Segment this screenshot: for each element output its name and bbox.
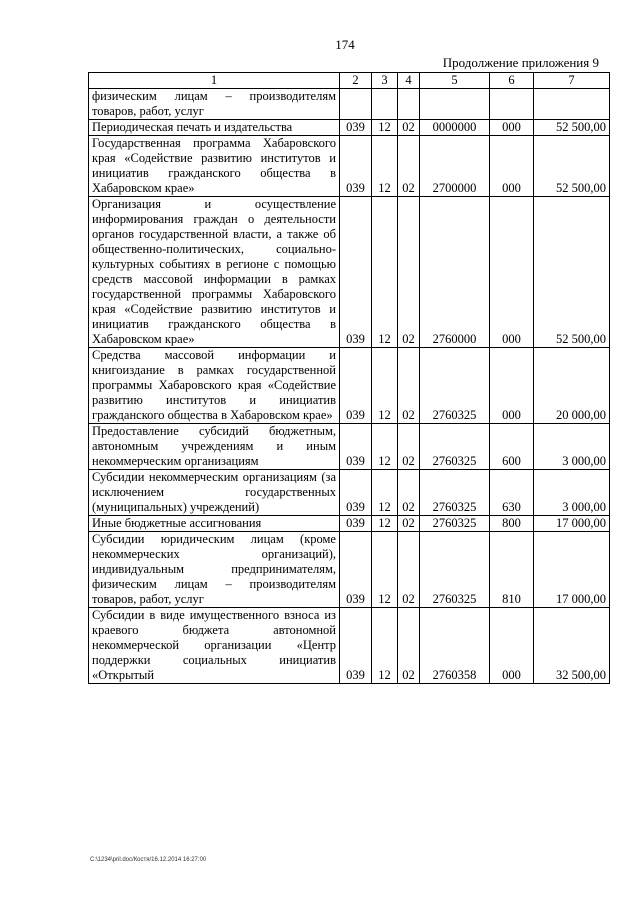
row-amount-cell: 52 500,00 [534,136,610,197]
table-row [89,470,610,516]
row-name-cell: Субсидии юридическим лицам (кроме некоммерческих организаций), индивидуальным предпринимателям, физическим лицам – производителям товаров, работ, услуг [89,532,340,608]
row-code-cell: 12 [372,608,398,684]
table-row [89,608,610,684]
row-code-cell: 12 [372,470,398,516]
row-code-cell: 12 [372,197,398,348]
row-name-cell: физическим лицам – производителям товаров, работ, услуг [89,89,340,120]
row-code-cell: 02 [398,470,420,516]
row-name-cell: Предоставление субсидий бюджетным, автономным учреждениям и иным некоммерческим организациям [89,424,340,470]
row-code-cell [420,89,490,120]
row-code-cell: 02 [398,348,420,424]
row-code-cell: 02 [398,197,420,348]
row-amount-cell: 3 000,00 [534,470,610,516]
row-code-cell: 039 [340,120,372,136]
row-code-cell: 000 [490,136,534,197]
table-row [89,197,610,348]
row-code-cell: 12 [372,532,398,608]
row-code-cell: 000 [490,608,534,684]
row-code-cell: 800 [490,516,534,532]
column-header: 7 [534,73,610,89]
row-code-cell: 12 [372,136,398,197]
row-code-cell: 02 [398,516,420,532]
row-code-cell: 2760000 [420,197,490,348]
row-code-cell [490,89,534,120]
row-code-cell: 039 [340,608,372,684]
row-amount-cell: 3 000,00 [534,424,610,470]
row-amount-cell: 52 500,00 [534,120,610,136]
continuation-note: Продолжение приложения 9 [442,55,599,70]
table-row [89,89,610,120]
row-code-cell [340,89,372,120]
table-row [89,532,610,608]
budget-table [88,72,610,684]
table-row [89,348,610,424]
row-code-cell: 02 [398,424,420,470]
table-row [89,120,610,136]
page-number: 174 [335,37,355,52]
row-code-cell: 039 [340,532,372,608]
row-code-cell: 02 [398,608,420,684]
row-code-cell: 810 [490,532,534,608]
column-header: 4 [398,73,420,89]
column-header: 5 [420,73,490,89]
column-header: 6 [490,73,534,89]
row-name-cell: Средства массовой информации и книгоиздание в рамках государственной программы Хабаровского края «Содействие развитию институтов и инициатив гражданского общества в Хабаровском крае» [89,348,340,424]
row-code-cell: 039 [340,516,372,532]
row-code-cell: 2760325 [420,424,490,470]
row-code-cell: 2700000 [420,136,490,197]
row-code-cell: 2760325 [420,532,490,608]
row-code-cell: 000 [490,120,534,136]
row-amount-cell: 52 500,00 [534,197,610,348]
row-code-cell: 000 [490,197,534,348]
row-name-cell: Организация и осуществление информирования граждан о деятельности органов государственной власти, а также об общественно-политических, социально-культурных событиях в регионе с помощью средств массовой информации в рамках государственной программы Хабаровского края «Содействие развитию институтов и инициатив гражданского общества в Хабаровском крае» [89,197,340,348]
row-code-cell: 039 [340,136,372,197]
row-code-cell: 12 [372,348,398,424]
row-code-cell: 630 [490,470,534,516]
row-code-cell: 2760325 [420,348,490,424]
row-code-cell: 039 [340,424,372,470]
row-code-cell: 039 [340,197,372,348]
row-code-cell: 2760325 [420,470,490,516]
row-code-cell: 2760358 [420,608,490,684]
table-header-row [89,73,610,89]
row-amount-cell: 32 500,00 [534,608,610,684]
row-code-cell: 12 [372,516,398,532]
row-name-cell: Субсидии в виде имущественного взноса из краевого бюджета автономной некоммерческой организации «Центр поддержки социальных инициатив «Открытый [89,608,340,684]
column-header: 1 [89,73,340,89]
row-name-cell: Государственная программа Хабаровского края «Содействие развитию институтов и инициатив гражданского общества в Хабаровском крае» [89,136,340,197]
row-amount-cell: 17 000,00 [534,532,610,608]
table-row [89,136,610,197]
row-code-cell: 2760325 [420,516,490,532]
row-code-cell: 02 [398,120,420,136]
row-code-cell [372,89,398,120]
table-row [89,424,610,470]
row-amount-cell [534,89,610,120]
row-code-cell [398,89,420,120]
column-header: 2 [340,73,372,89]
row-name-cell: Субсидии некоммерческим организациям (за исключением государственных (муниципальных) учреждений) [89,470,340,516]
row-name-cell: Периодическая печать и издательства [89,120,340,136]
row-code-cell: 600 [490,424,534,470]
column-header: 3 [372,73,398,89]
row-code-cell: 02 [398,136,420,197]
table-row [89,516,610,532]
row-code-cell: 12 [372,120,398,136]
file-path-footer: C:\1234\pril.doc/Костя/16.12.2014 16:27:00 [90,857,207,863]
row-code-cell: 12 [372,424,398,470]
row-code-cell: 039 [340,348,372,424]
row-code-cell: 039 [340,470,372,516]
row-code-cell: 000 [490,348,534,424]
row-amount-cell: 20 000,00 [534,348,610,424]
row-name-cell: Иные бюджетные ассигнования [89,516,340,532]
row-code-cell: 0000000 [420,120,490,136]
row-amount-cell: 17 000,00 [534,516,610,532]
row-code-cell: 02 [398,532,420,608]
